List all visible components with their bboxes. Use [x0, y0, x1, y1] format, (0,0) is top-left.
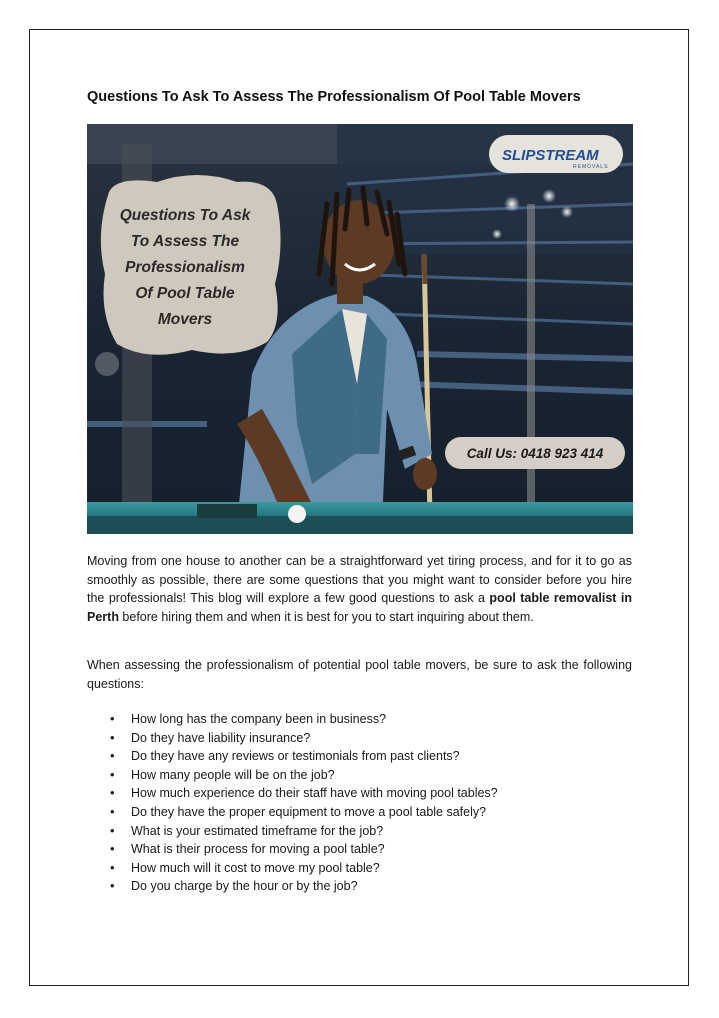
pool-table-removalist-link[interactable]: pool table removalist in Perth — [87, 591, 632, 624]
intro-paragraph — [87, 552, 632, 626]
call-us-text: Call Us: 0418 923 414 — [466, 446, 604, 461]
logo-subtext: REMOVALS — [573, 164, 609, 170]
list-item: • Do they have liability insurance? — [110, 729, 498, 748]
hero-image — [87, 124, 633, 534]
list-item: • How long has the company been in business? — [110, 710, 498, 729]
call-us-badge — [445, 437, 625, 469]
intro-text-1: Moving from one house to another can be a straightforward yet tiring process, and for it to go as smoothly as possible, there are some questions that you might want to consider before you hire the professionals! This blog will explore a few good questions to ask a — [87, 554, 632, 605]
page-title: Questions To Ask To Assess The Professionalism Of Pool Table Movers — [87, 89, 581, 105]
list-item: • What is their process for moving a pool table? — [110, 840, 498, 859]
logo-text: SLIPSTREAM — [502, 147, 599, 164]
list-item: • Do you charge by the hour or by the job? — [110, 877, 498, 896]
overlay-line-4: Of Pool Table — [135, 285, 235, 302]
list-item: • What is your estimated timeframe for the job? — [110, 822, 498, 841]
list-item: • Do they have the proper equipment to move a pool table safely? — [110, 803, 498, 822]
overlay-line-5: Movers — [157, 311, 213, 328]
list-item: • How much experience do their staff have with moving pool tables? — [110, 784, 498, 803]
questions-list — [110, 710, 498, 896]
overlay-line-1: Questions To Ask — [119, 207, 251, 224]
overlay-line-2: To Assess The — [130, 233, 240, 250]
overlay-line-3: Professionalism — [125, 259, 245, 276]
lead-in-paragraph: When assessing the professionalism of potential pool table movers, be sure to ask the following questions: — [87, 658, 632, 691]
company-logo — [489, 135, 623, 173]
list-item: • How many people will be on the job? — [110, 766, 498, 785]
hero-overlay-title — [101, 175, 281, 355]
intro-text-2: before hiring them and when it is best for you to start inquiring about them. — [118, 609, 534, 624]
list-item: • How much will it cost to move my pool table? — [110, 859, 498, 878]
list-item: • Do they have any reviews or testimonials from past clients? — [110, 747, 498, 766]
